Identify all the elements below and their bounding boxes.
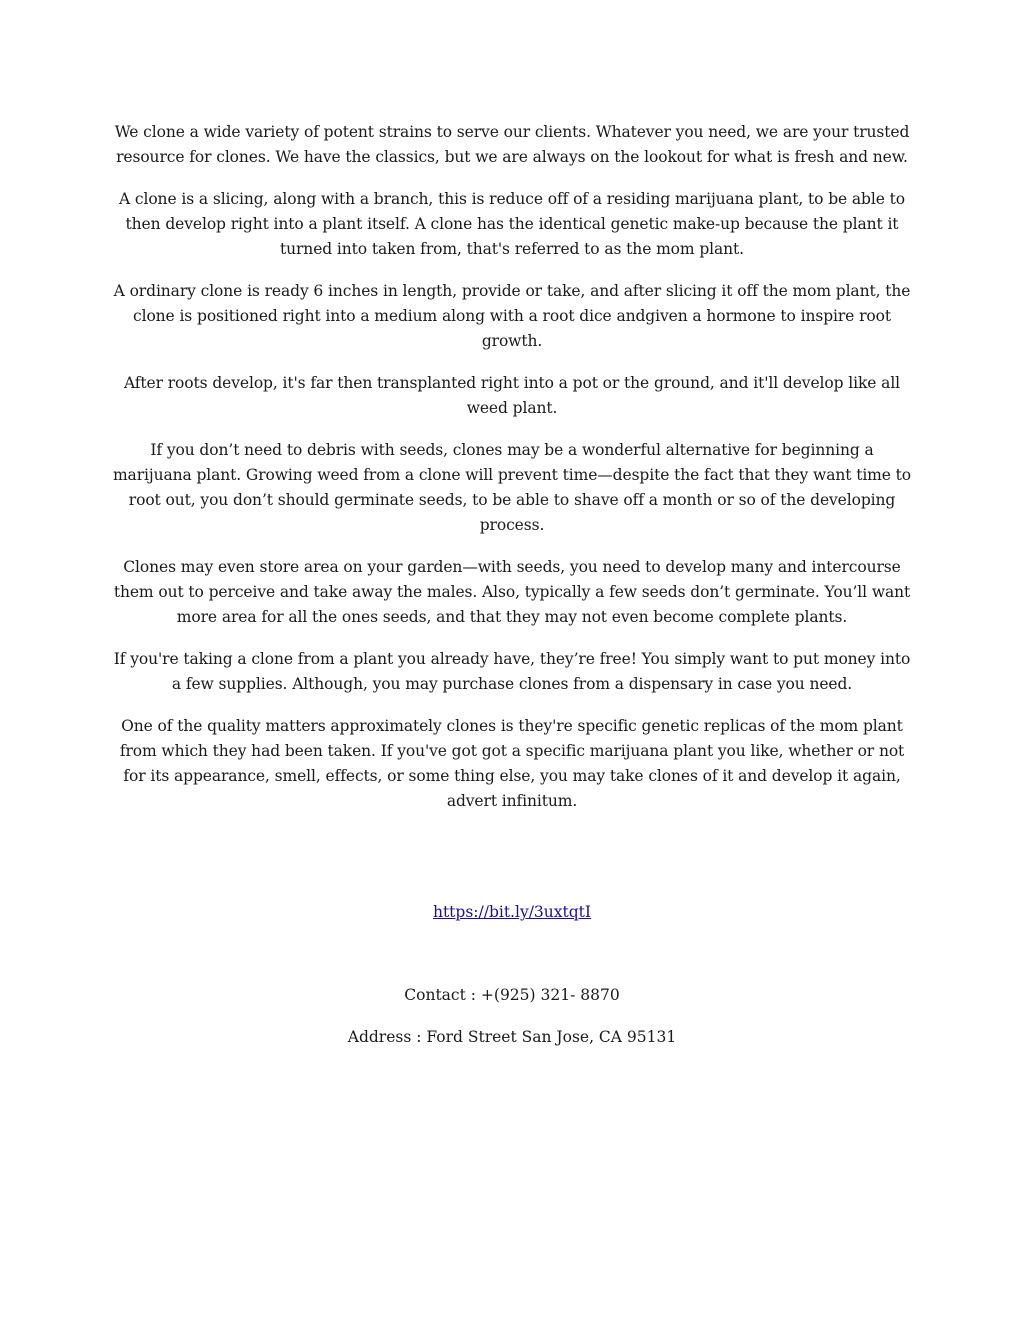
document-body [112, 120, 912, 1067]
contact-block [112, 983, 912, 1050]
paragraph-garden-space: Clones may even store area on your garden—with seeds, you need to develop many and intercourse them out to perceive and take away the males. Also, typically a few seeds don’t germinate. You’ll want more area for all the ones seeds, and that they may not even become complete plants. [113, 558, 911, 626]
link-block [112, 900, 912, 925]
paragraph-clone-size: A ordinary clone is ready 6 inches in length, provide or take, and after slicing it off the mom plant, the clone is positioned right into a medium along with a root dice andgiven a hormone to inspire root growth. [113, 282, 911, 350]
paragraph-seeds-alternative: If you don’t need to debris with seeds, clones may be a wonderful alternative for beginning a marijuana plant. Growing weed from a clone will prevent time—despite the fact that they want time to root out, you don’t should germinate seeds, to be able to shave off a month or so of the developing process. [112, 441, 912, 534]
short-link[interactable]: https://bit.ly/3uxtqtI [432, 903, 592, 921]
paragraph-clone-definition: A clone is a slicing, along with a branch, this is reduce off of a residing marijuana plant, to be able to then develop right into a plant itself. A clone has the identical genetic make-up because the plant it turned into taken from, that's referred to as the mom plant. [118, 190, 906, 258]
contact-address: Address : Ford Street San Jose, CA 95131 [347, 1028, 677, 1046]
contact-phone: Contact : +(925) 321- 8870 [404, 986, 620, 1004]
paragraph-free-clones: If you're taking a clone from a plant you already have, they’re free! You simply want to put money into a few supplies. Although, you may purchase clones from a dispensary in case you need. [113, 650, 911, 693]
paragraph-intro: We clone a wide variety of potent strains to serve our clients. Whatever you need, we are your trusted resource for clones. We have the classics, but we are always on the lookout for what is fresh and new. [114, 123, 910, 166]
paragraph-transplant: After roots develop, it's far then transplanted right into a pot or the ground, and it'll develop like all weed plant. [123, 374, 901, 417]
paragraph-genetic-replicas: One of the quality matters approximately clones is they're specific genetic replicas of the mom plant from which they had been taken. If you've got got a specific marijuana plant you like, whether or not for its appearance, smell, effects, or some thing else, you may take clones of it and develop it again, advert infinitum. [119, 717, 905, 810]
